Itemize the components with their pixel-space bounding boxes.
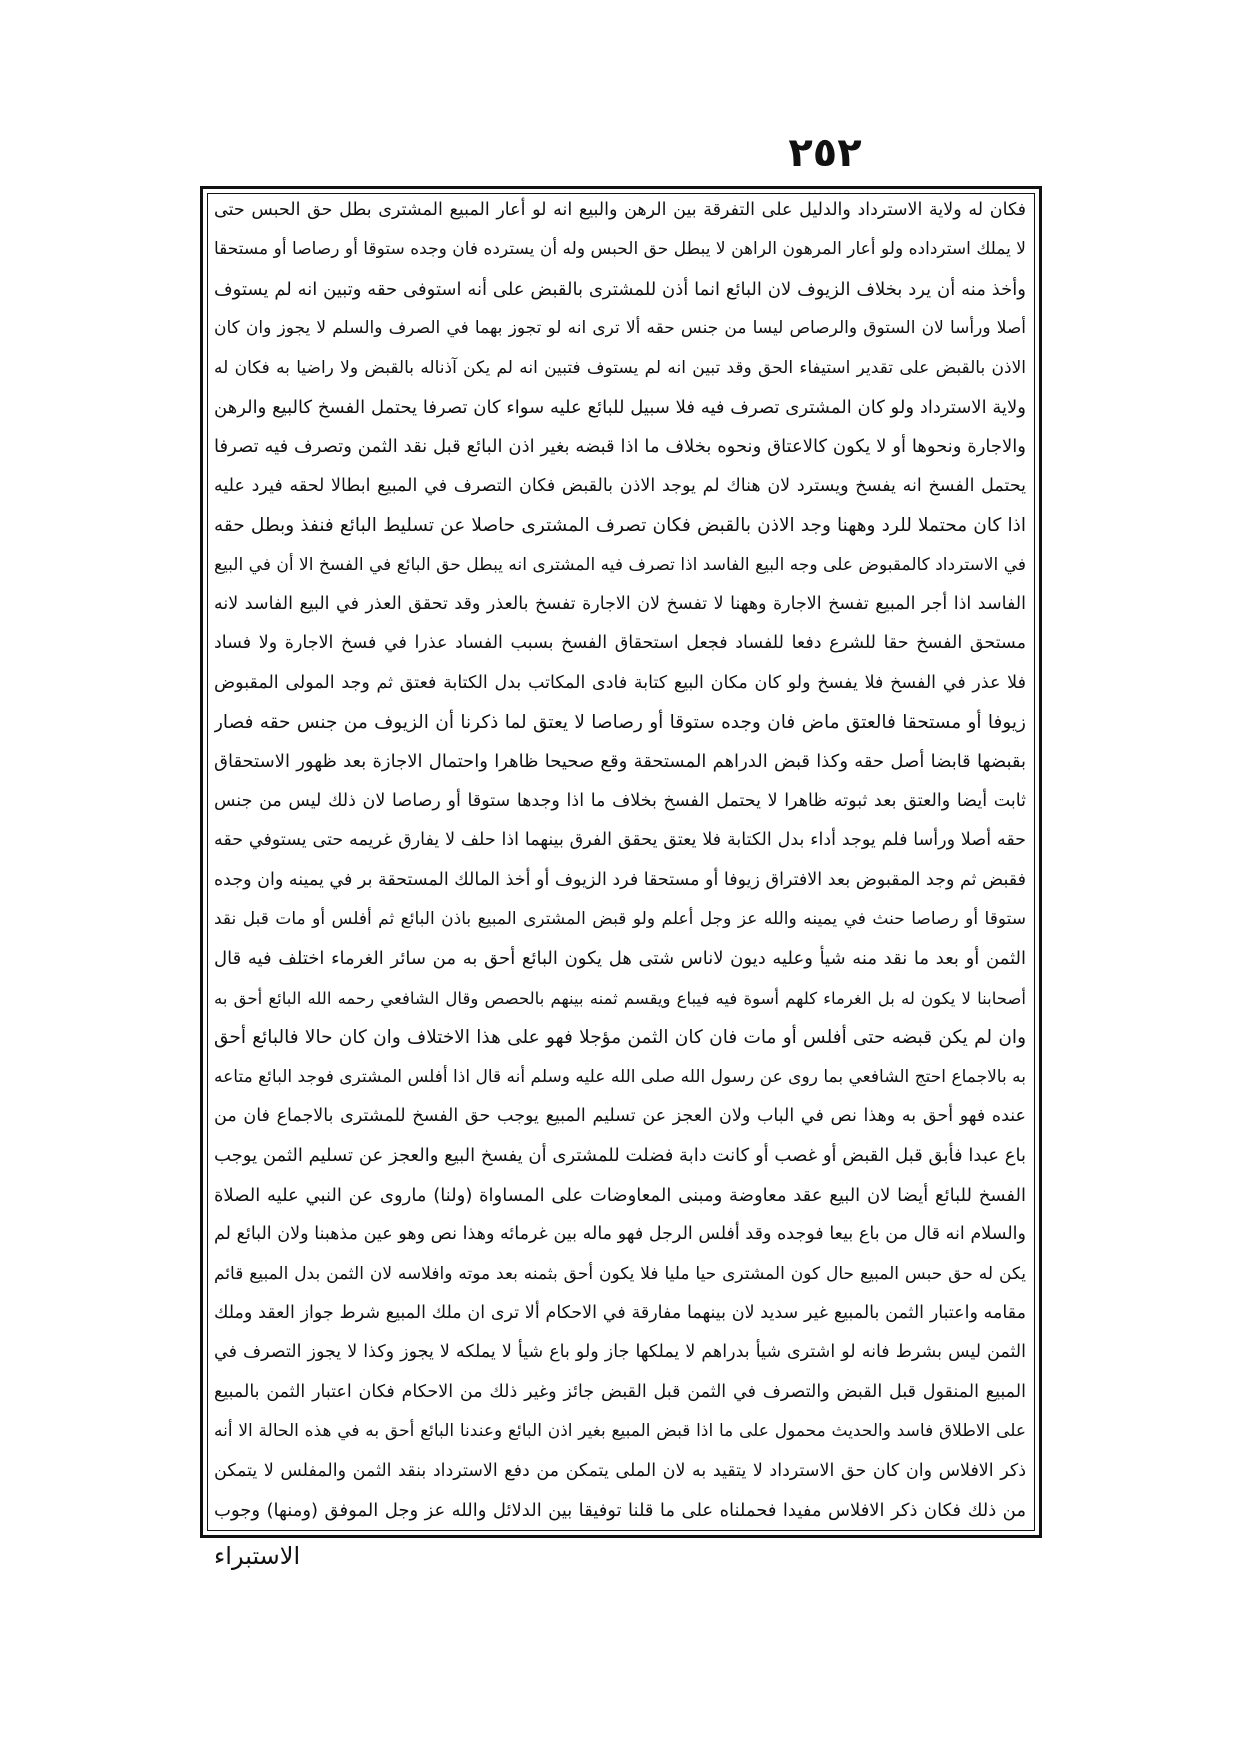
text-line: فقبض ثم وجد المقبوض بعد الافتراق زيوفا أو مستحقا فرد الزيوف أو أخذ المالك المستحقة بر في يمينه وان وجده xyxy=(214,869,1026,890)
text-line: في الاسترداد كالمقبوض على وجه البيع الفاسد اذا تصرف فيه المشترى انه يبطل حق البائع في الفسخ الا أن في البيع xyxy=(214,554,1026,575)
text-line: به بالاجماع احتج الشافعي بما روى عن رسول الله صلى الله عليه وسلم أنه قال اذا أفلس المشترى فوجد البائع متاعه xyxy=(214,1066,1026,1087)
text-line: وأخذ منه أن يرد بخلاف الزيوف لان البائع انما أذن للمشترى بالقبض على أنه استوفى حقه وتبين انه لم يستوف xyxy=(214,278,1026,300)
text-line: عنده فهو أحق به وهذا نص في الباب ولان العجز عن تسليم المبيع يوجب حق الفسخ للمشترى بالاجماع فان من xyxy=(214,1105,1026,1126)
text-line: الثمن أو بعد ما نقد منه شيأ وعليه ديون لاناس شتى هل يكون البائع أحق به من سائر الغرماء اختلف فيه قال xyxy=(214,948,1026,970)
text-line: يكن له حق حبس المبيع حال كون المشترى حيا مليا فلا يكون أحق بثمنه بعد موته وافلاسه لان الثمن بدل المبيع قائم xyxy=(214,1263,1026,1284)
text-line: الثمن ليس بشرط فانه لو اشترى شيأ بدراهم لا يملكها جاز ولو باع شيأ لا يملكه لا يجوز وكذا لا يجوز التصرف في xyxy=(214,1342,1026,1363)
text-line: أصلا ورأسا لان الستوق والرصاص ليسا من جنس حقه ألا ترى انه لو تجوز بهما في الصرف والسلم لا يجوز وان كان xyxy=(214,318,1026,339)
text-line: مقامه واعتبار الثمن بالمبيع غير سديد لان بينهما مفارقة في الاحكام ألا ترى ان ملك المبيع شرط جواز العقد وملك xyxy=(214,1302,1026,1323)
page-number: ٢٥٢ xyxy=(788,130,862,176)
text-line: ذكر الافلاس وان كان حق الاسترداد لا يتقيد به لان الملى يتمكن من دفع الاسترداد بنقد الثمن والمفلس لا يتمكن xyxy=(214,1460,1026,1481)
text-line: لا يملك استرداده ولو أعار المرهون الراهن لا يبطل حق الحبس وله أن يسترده فان وجده ستوقا أو رصاصا أو مستحقا xyxy=(214,239,1026,260)
text-line: الاذن بالقبض على تقدير استيفاء الحق وقد تبين انه لم يستوف فتبين انه لم يكن آذناله بالقبض ولا راضيا به فكان له xyxy=(214,357,1026,378)
text-line: وان لم يكن قبضه حتى أفلس أو مات فان كان الثمن مؤجلا فهو على هذا الاختلاف وان كان حالا فالبائع أحق xyxy=(214,1027,1026,1049)
text-line: اذا كان محتملا للرد وههنا وجد الاذن بالقبض فكان تصرف المشترى حاصلا عن تسليط البائع فنفذ وبطل حقه xyxy=(214,515,1026,537)
text-line: على الاطلاق فاسد والحديث محمول على ما اذا قبض المبيع بغير اذن البائع وعندنا البائع أحق به في هذه الحالة الا أنه xyxy=(214,1421,1026,1442)
text-line: الفاسد اذا أجر المبيع تفسخ الاجارة وههنا لا تفسخ لان الاجارة تفسخ بالعذر وقد تحقق العذر في البيع الفاسد لانه xyxy=(214,593,1026,614)
text-line: والسلام انه قال من باع بيعا فوجده وقد أفلس الرجل فهو ماله بين غرمائه وهذا نص وهو عين مذهبنا ولان البائع لم xyxy=(214,1224,1026,1245)
text-line: أصحابنا لا يكون له بل الغرماء كلهم أسوة فيه فيباع ويقسم ثمنه بينهم بالحصص وقال الشافعي رحمه الله البائع أحق به xyxy=(214,988,1026,1008)
text-line: باع عبدا فأبق قبل القبض أو غصب أو كانت دابة فضلت للمشترى أن يفسخ البيع والعجز عن تسليم الثمن يوجب xyxy=(214,1145,1026,1167)
text-line: المبيع المنقول قبل القبض والتصرف في الثمن قبل القبض جائز وغير ذلك من الاحكام فكان اعتبار الثمن بالمبيع xyxy=(214,1381,1026,1402)
text-line: بقبضها قابضا أصل حقه وكذا قبض الدراهم المستحقة وقع صحيحا ظاهرا واحتمال الاجازة بعد ظهور الاستحقاق xyxy=(214,751,1026,773)
body-text xyxy=(214,191,1026,1530)
text-line: فكان له ولاية الاسترداد والدليل على التفرقة بين الرهن والبيع انه لو أعار المبيع المشترى بطل حق الحبس حتى xyxy=(214,200,1026,220)
text-line: والاجارة ونحوها أو لا يكون كالاعتاق ونحوه بخلاف ما اذا قبضه بغير اذن البائع قبل نقد الثمن وتصرف فيه تصرفا xyxy=(214,436,1026,458)
text-line: يحتمل الفسخ انه يفسخ ويسترد لان هناك لم يوجد الاذن بالقبض فكان التصرف في المبيع ابطالا لحقه فيرد عليه xyxy=(214,475,1026,496)
text-line: زيوفا أو مستحقا فالعتق ماض فان وجده ستوقا أو رصاصا لا يعتق لما ذكرنا أن الزيوف من جنس حقه فصار xyxy=(214,712,1026,734)
text-line: ستوقا أو رصاصا حنث في يمينه والله عز وجل أعلم ولو قبض المشترى المبيع باذن البائع ثم أفلس أو مات قبل نقد xyxy=(214,909,1026,930)
catchword: الاستبراء xyxy=(214,1542,301,1570)
text-line: من ذلك فكان ذكر الافلاس مفيدا فحملناه على ما قلنا توفيقا بين الدلائل والله عز وجل الموفق (ومنها) وجوب xyxy=(214,1499,1026,1521)
text-line: حقه أصلا ورأسا فلم يوجد أداء بدل الكتابة فلا يعتق يحقق الفرق بينهما اذا حلف لا يفارق غريمه حتى يستوفي حقه xyxy=(214,830,1026,851)
text-line: ولاية الاسترداد ولو كان المشترى تصرف فيه فلا سبيل للبائع عليه سواء كان تصرفا يحتمل الفسخ كالبيع والرهن xyxy=(214,396,1026,418)
text-line: مستحق الفسخ حقا للشرع دفعا للفساد فجعل استحقاق الفسخ بسبب الفساد عذرا في فسخ الاجارة ولا فساد xyxy=(214,633,1026,654)
text-line: فلا عذر في الفسخ فلا يفسخ ولو كان مكان البيع كتابة فادى المكاتب بدل الكتابة فعتق ثم وجد المولى المقبوض xyxy=(214,672,1026,693)
text-line: ثابت أيضا والعتق بعد ثبوته ظاهرا لا يحتمل الفسخ بخلاف ما اذا وجدها ستوقا أو رصاصا لان ذلك ليس من جنس xyxy=(214,790,1026,811)
text-line: الفسخ للبائع أيضا لان البيع عقد معاوضة ومبنى المعاوضات على المساواة (ولنا) ماروى عن النبي عليه الصلاة xyxy=(214,1184,1026,1206)
